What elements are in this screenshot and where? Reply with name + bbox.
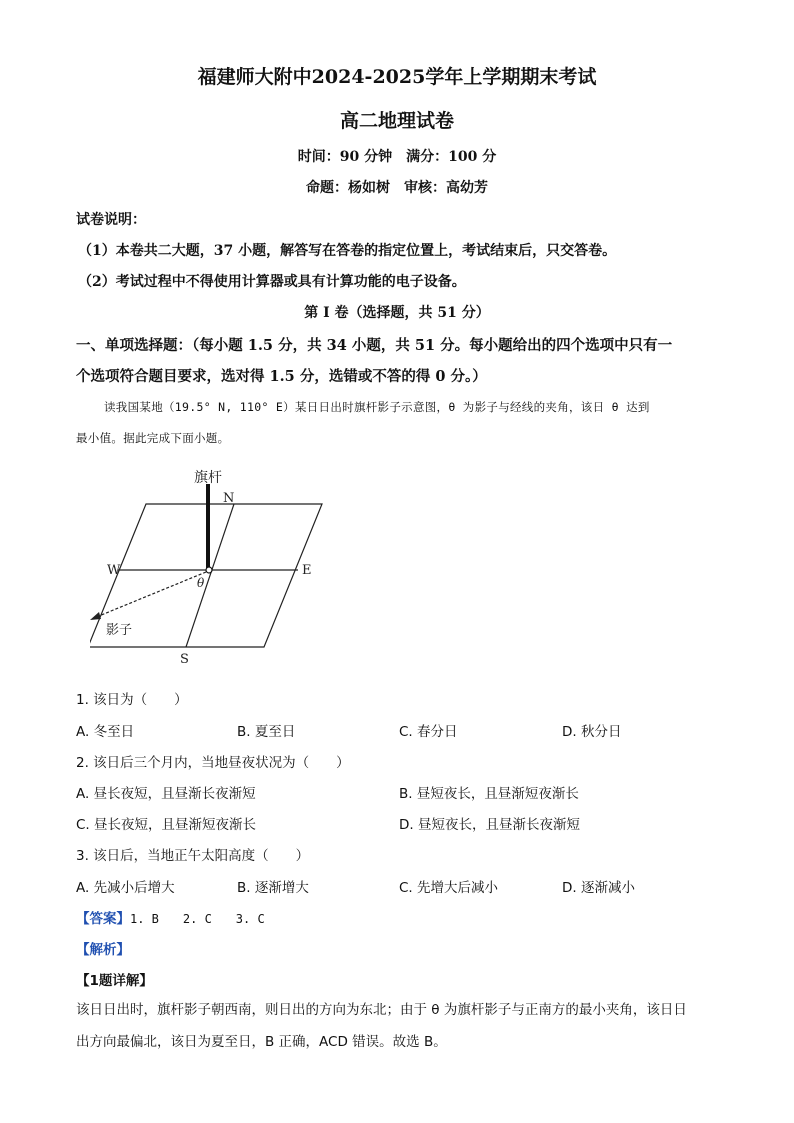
pole-base <box>206 567 212 573</box>
shadow-label: 影子 <box>106 623 133 638</box>
pole-label: 旗杆 <box>194 470 222 486</box>
question-2-stem: 2. 该日后三个月内，当地昼夜状况为（ ） <box>76 755 350 771</box>
answer-label: 【答案】 <box>76 911 130 927</box>
authors: 命题：杨如树 审核：高幼芳 <box>306 180 488 196</box>
analysis-line-1: 该日日出时，旗杆影子朝西南，则日出的方向为东北；由于 θ 为旗杆影子与正南方的最小夹角，该日日 <box>76 1002 687 1018</box>
q3-option-b[interactable]: B. 逐渐增大 <box>237 880 309 896</box>
theta-label: θ <box>197 576 205 590</box>
south-label: S <box>180 652 189 667</box>
analysis-label: 【解析】 <box>76 942 130 958</box>
q1-option-d[interactable]: D. 秋分日 <box>562 724 622 740</box>
q1-option-a[interactable]: A. 冬至日 <box>76 724 135 740</box>
part-heading-line-2: 个选项符合题目要求，选对得 1.5 分，选错或不答的得 0 分。） <box>76 368 487 385</box>
section-title: 第 I 卷（选择题，共 51 分） <box>304 305 490 321</box>
analysis-line-2: 出方向最偏北，该日为夏至日，B 正确，ACD 错误。故选 B。 <box>76 1034 447 1050</box>
q3-option-c[interactable]: C. 先增大后减小 <box>399 880 499 896</box>
detail-title: 【1题详解】 <box>76 973 153 989</box>
question-3-stem: 3. 该日后，当地正午太阳高度（ ） <box>76 848 310 864</box>
intro-text <box>76 392 720 454</box>
q2-option-a[interactable]: A. 昼长夜短，且昼渐长夜渐短 <box>76 786 256 802</box>
q1-option-c[interactable]: C. 春分日 <box>399 724 458 740</box>
analysis-paragraph <box>76 994 720 1058</box>
intro-line-1: 读我国某地（19.5° N, 110° E）某日日出时旗杆影子示意图，θ 为影子与经线的夹角，该日 θ 达到 <box>104 400 650 414</box>
answer-line <box>76 907 265 927</box>
q2-option-d[interactable]: D. 昼短夜长，且昼渐长夜渐短 <box>399 817 580 833</box>
time-score: 时间：90 分钟 满分：100 分 <box>297 149 497 165</box>
q3-option-a[interactable]: A. 先减小后增大 <box>76 880 175 896</box>
exam-title: 福建师大附中2024-2025学年上学期期末考试 <box>197 66 597 88</box>
flagpole-shadow-diagram <box>90 462 340 672</box>
exam-subtitle: 高二地理试卷 <box>339 110 454 132</box>
shadow-line <box>94 572 206 618</box>
shadow-arrow-icon <box>90 612 101 620</box>
east-label: E <box>302 563 312 578</box>
west-label: W <box>107 563 121 578</box>
instructions-heading: 试卷说明： <box>76 212 146 228</box>
instruction-item-1: （1）本卷共二大题，37 小题，解答写在答卷的指定位置上，考试结束后，只交答卷。 <box>78 243 617 259</box>
analysis-line <box>76 938 130 958</box>
north-label: N <box>223 491 235 506</box>
answer-values: 1. B 2. C 3. C <box>130 912 265 926</box>
q3-option-d[interactable]: D. 逐渐减小 <box>562 880 635 896</box>
q2-option-b[interactable]: B. 昼短夜长，且昼渐短夜渐长 <box>399 786 579 802</box>
q1-option-b[interactable]: B. 夏至日 <box>237 724 296 740</box>
q2-option-c[interactable]: C. 昼长夜短，且昼渐短夜渐长 <box>76 817 257 833</box>
instruction-item-2: （2）考试过程中不得使用计算器或具有计算功能的电子设备。 <box>78 274 466 290</box>
part-heading-line-1: 一、单项选择题：（每小题 1.5 分，共 34 小题，共 51 分。每小题给出的四个选项中只有一 <box>76 337 673 354</box>
intro-line-2: 最小值。据此完成下面小题。 <box>76 431 230 445</box>
question-1-stem: 1. 该日为（ ） <box>76 692 188 708</box>
